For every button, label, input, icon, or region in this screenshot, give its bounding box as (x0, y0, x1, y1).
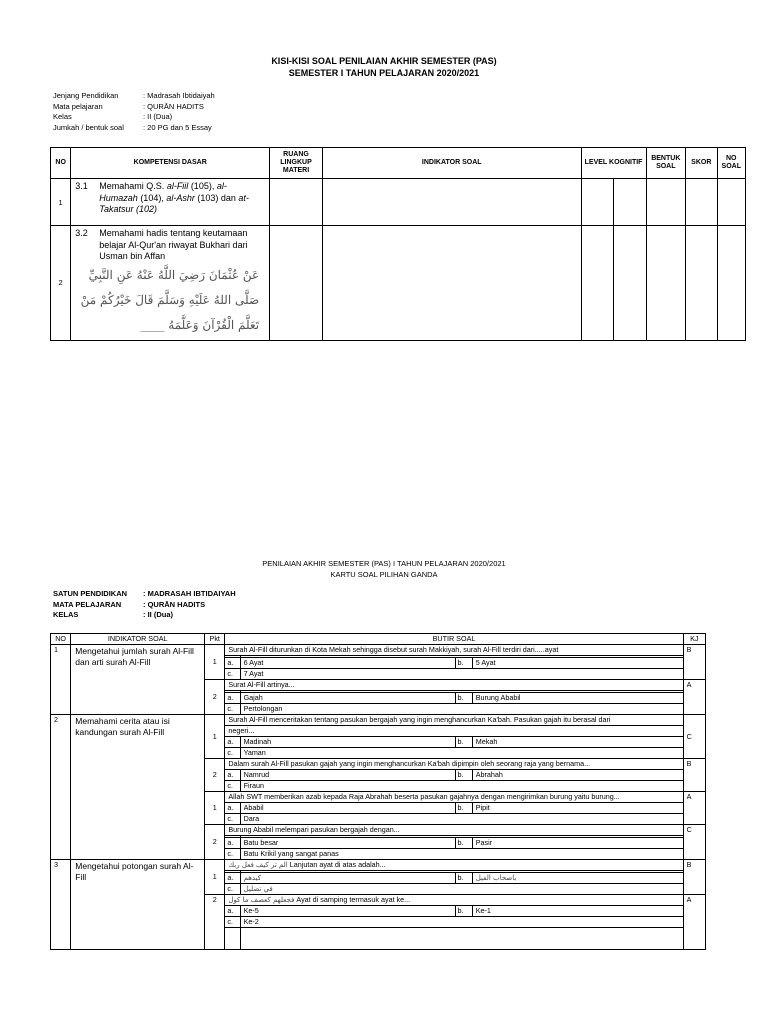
group-number: 3 (51, 860, 71, 950)
table-row (51, 226, 746, 341)
answer-key: C (683, 825, 705, 860)
option-c: في تضليل (240, 884, 683, 895)
answer-key: A (683, 680, 705, 715)
meta-row: Kelas : II (Dua) (53, 112, 173, 121)
header-indikator: INDIKATOR SOAL (322, 148, 581, 179)
group-number: 1 (51, 645, 71, 715)
option-a: Namrud (240, 770, 455, 781)
option-c: Yaman (240, 748, 683, 759)
option-a: Ke-5 (240, 906, 455, 917)
option-c: Batu Krikil yang sangat panas (240, 849, 683, 860)
option-c: 7 Ayat (240, 669, 683, 680)
header-level-kognitif: LEVEL KOGNITIF (581, 148, 646, 179)
pkt-cell: 2 (205, 895, 225, 950)
kartu-meta (53, 589, 236, 621)
pkt-cell: 2 (205, 680, 225, 715)
option-a: 6 Ayat (240, 658, 455, 669)
pkt-cell: 1 (205, 715, 225, 759)
option-b: Ke-1 (472, 906, 683, 917)
header-no: NO (51, 634, 71, 645)
kisi-title-1: KISI-KISI SOAL PENILAIAN AKHIR SEMESTER (PAS) (271, 56, 497, 66)
header-pkt: Pkt (205, 634, 225, 645)
header-kompetensi: KOMPETENSI DASAR (71, 148, 270, 179)
group-number: 2 (51, 715, 71, 860)
pkt-cell: 2 (205, 759, 225, 792)
meta-row: SATUN PENDIDIKAN : MADRASAH IBTIDAIYAH (53, 589, 236, 598)
question-stem: Allah SWT memberikan azab kepada Raja Abrahah beserta pasukan gajahnya dengan mengirimkan burung yaitu burung... (225, 792, 683, 803)
option-a: Ababil (240, 803, 455, 814)
question-stem: الم تر كيف فعل ربك Lanjutan ayat di atas adalah... (225, 860, 683, 871)
meta-row: Mata pelajaran : QURĀN HADITS (53, 101, 204, 111)
option-c: Firaun (240, 781, 683, 792)
table-row (51, 179, 746, 226)
pkt-cell: 2 (205, 825, 225, 860)
option-b: Burung Ababil (472, 693, 683, 704)
option-b: Abrahah (472, 770, 683, 781)
option-c: Pertolongan (240, 704, 683, 715)
option-a: Madinah (240, 737, 455, 748)
option-a: كيدهم (240, 873, 455, 884)
kd-text: Memahami hadis tentang keutamaan belajar Al-Qur'an riwayat Bukhari dari Usman bin Affan (99, 228, 248, 261)
indikator-cell: Mengetahui jumlah surah Al-Fill dan arti surah Al-Fill (71, 645, 205, 715)
header-no: NO (51, 148, 71, 179)
answer-key: A (683, 895, 705, 950)
kompetensi-cell (71, 226, 270, 341)
kisi-table (50, 147, 746, 341)
question-stem: Surat Al-Fill artinya... (225, 680, 683, 691)
hadith-arabic-line: تَعَلَّمَ الْقُرْآنَ وَعَلَّمَهُ ____ (140, 317, 260, 332)
question-stem: Surah Al-Fill diturunkan di Kota Mekah sehingga disebut surah Makkiyah, surah Al-Fill terdiri dari.....ayat (225, 645, 683, 656)
kompetensi-cell (71, 179, 270, 226)
header-skor: SKOR (686, 148, 717, 179)
kisi-title-2: SEMESTER I TAHUN PELAJARAN 2020/2021 (288, 68, 480, 78)
hadith-arabic-line: عَنْ عُثْمَانَ رَضِيَ اللَّهُ عَنْهُ عَنِ النَّبِيِّ (88, 267, 260, 282)
kartu-title-2: KARTU SOAL PILIHAN GANDA (330, 570, 438, 579)
answer-key: B (683, 759, 705, 792)
kd-number: 3.2 (75, 228, 88, 238)
option-b: Pipit (472, 803, 683, 814)
indikator-cell: Mengetahui potongan surah Al-Fill (71, 860, 205, 950)
hadith-arabic-line: صَلَّى اللهُ عَلَيْهِ وَسَلَّمَ قَالَ خَيْرُكُمْ مَنْ (80, 292, 260, 307)
header-no-soal: NO SOAL (717, 148, 745, 179)
meta-row: Jumkah / bentuk soal : 20 PG dan 5 Essay (53, 122, 212, 132)
meta-row: Jenjang Pendidikan : Madrasah Ibtidaiyah (53, 91, 215, 100)
meta-row: MATA PELAJARAN : QURĀN HADITS (53, 599, 206, 609)
header-bentuk-soal: BENTUK SOAL (646, 148, 686, 179)
question-stem: Burung Ababil melempari pasukan bergajah dengan... (225, 825, 683, 836)
kd-number: 3.1 (75, 181, 88, 191)
option-c: Ke-2 (240, 917, 683, 928)
answer-key: C (683, 715, 705, 759)
question-stem: Dalam surah Al-Fill pasukan gajah yang ingin menghancurkan Ka'bah dipimpin oleh seorang raja yang bernama... (225, 759, 683, 770)
kartu-soal-table: NO INDIKATOR SOAL Pkt BUTIR SOAL KJ 1 Mengetahui jumlah surah Al-Fill dan arti surah Al-Fill 1 Surah Al-Fill diturunkan di Kota Mekah sehingga disebut surah Makkiyah, surah Al-Fill terdiri dari.....ayat B a. 6 Ayat b. 5 Ayat c. 7 Ayat 2 Surat Al-Fill artinya... A a. Gajah b. Burung Ababil c. Pertolongan 2 Memahami cerita atau isi kandungan surah Al-Fill 1 Surah Al-Fill menceritakan tentang pasukan bergajah yang ingin menghancurkan Ka'bah. Pasukan gajah itu berasal dari C negeri... a. Madinah b. Mekah c. Yaman 2 Dalam surah Al-Fill pasukan gajah yang ingin menghancurkan Ka'bah dipimpin oleh seorang raja yang bernama... B a. Namrud b. Abrahah c. Firaun 1 Allah SWT memberikan azab kepada Raja Abrahah beserta pasukan gajahnya dengan mengirimkan burung yaitu burung... A a. Ababil b. Pipit c. Dara 2 Burung Ababil melempari pasukan bergajah dengan... C a. Batu besar b. Pasir c. Batu Krikil yang sangat panas 3 Mengetahui potongan surah Al-Fill 1 الم تر كيف فعل ربك Lanjutan ayat di atas adalah... B a. كيدهم b. باصحاب الفيل c. في تضليل 2 فجعلهم كعصف ما كول Ayat di samping termasuk ayat ke... A a. Ke-5 b. Ke-1 c. Ke-2 (50, 633, 706, 950)
pkt-cell: 1 (205, 792, 225, 825)
answer-key: A (683, 792, 705, 825)
option-b: باصحاب الفيل (472, 873, 683, 884)
option-a: Batu besar (240, 838, 455, 849)
option-b: Pasir (472, 838, 683, 849)
indikator-cell: Memahami cerita atau isi kandungan surah Al-Fill (71, 715, 205, 860)
header-butir-soal: BUTIR SOAL (225, 634, 683, 645)
header-indikator: INDIKATOR SOAL (71, 634, 205, 645)
kd-text: Memahami Q.S. al-Fiil (105), al-Humazah (104), al-Ashr (103) dan at-Takatsur (102) (99, 181, 249, 214)
option-a: Gajah (240, 693, 455, 704)
answer-key: B (683, 645, 705, 680)
option-b: Mekah (472, 737, 683, 748)
header-kj: KJ (683, 634, 705, 645)
kartu-title-1: PENILAIAN AKHIR SEMESTER (PAS) I TAHUN PELAJARAN 2020/2021 (262, 559, 506, 568)
option-b: 5 Ayat (472, 658, 683, 669)
option-c: Dara (240, 814, 683, 825)
pkt-cell: 1 (205, 645, 225, 680)
question-stem: فجعلهم كعصف ما كول Ayat di samping termasuk ayat ke... (225, 895, 683, 906)
question-stem-cont: negeri... (225, 726, 683, 737)
header-ruang-lingkup: RUANG LINGKUP MATERI (270, 148, 323, 179)
answer-key: B (683, 860, 705, 895)
kisi-meta (53, 91, 215, 133)
meta-row: KELAS : II (Dua) (53, 610, 173, 619)
row-number: 2 (51, 226, 71, 341)
pkt-cell: 1 (205, 860, 225, 895)
question-stem: Surah Al-Fill menceritakan tentang pasukan bergajah yang ingin menghancurkan Ka'bah. Pasukan gajah itu berasal dari (225, 715, 683, 726)
row-number: 1 (51, 179, 71, 226)
